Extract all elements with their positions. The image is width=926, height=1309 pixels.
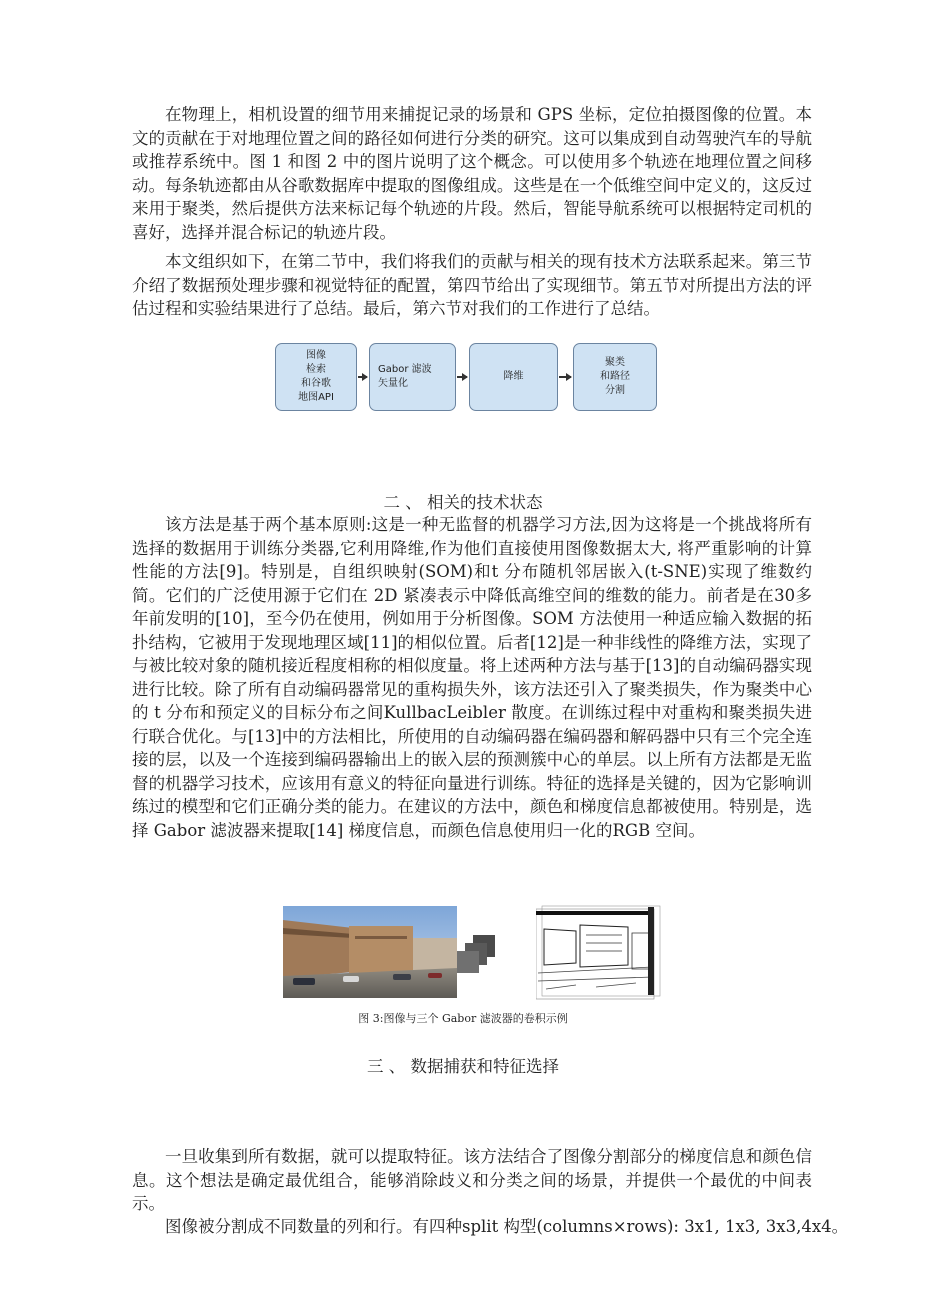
intro-paragraph-2: 本文组织如下，在第二节中，我们将我们的贡献与相关的现有技术方法联系起来。第三节介绍了数据预处理步骤和视觉特征的配置，第四节给出了实现细节。第五节对所提出方法的评估过程和实验结果进行了总结。最后，第六节对我们的工作进行了总结。: [132, 252, 812, 318]
gabor-filter-kernels: [456, 935, 500, 975]
section-3-paragraph-2: 图像被分割成不同数量的列和行。有四种split 构型(columns×rows): 3x1, 1x3, 3x3,4x4。: [165, 1217, 849, 1236]
flow-arrow-1: [358, 376, 367, 378]
street-photo: [283, 906, 457, 998]
filtered-edge-image: [536, 903, 662, 1001]
flow-box-clustering: 聚类 和路径 分割: [573, 343, 657, 411]
flow-box-image-retrieval: 图像 检索 和谷歌 地图API: [275, 343, 357, 411]
section-3-paragraph-1: 一旦收集到所有数据，就可以提取特征。该方法结合了图像分割部分的梯度信息和颜色信息。这个想法是确定最优组合，能够消除歧义和分类之间的场景，并提供一个最优的中间表示。: [132, 1147, 812, 1213]
section-3-heading: 三 、 数据捕获和特征选择: [367, 1057, 559, 1076]
figure-3-caption: 图 3:图像与三个 Gabor 滤波器的卷积示例: [358, 1012, 568, 1025]
flow-box-dim-reduction: 降维: [469, 343, 558, 411]
flow-box-gabor: Gabor 滤波 矢量化: [369, 343, 456, 411]
intro-paragraph-1: 在物理上，相机设置的细节用来捕捉记录的场景和 GPS 坐标，定位拍摄图像的位置。本文的贡献在于对地理位置之间的路径如何进行分类的研究。这可以集成到自动驾驶汽车的导航或推荐系统中。图 1 和图 2 中的图片说明了这个概念。可以使用多个轨迹在地理位置之间移动。每条轨迹都由从谷歌数据库中提取的图像组成。这些是在一个低维空间中定义的，这反过来用于聚类，然后提供方法来标记每个轨迹的片段。然后，智能导航系统可以根据特定司机的喜好，选择并混合标记的轨迹片段。: [132, 105, 812, 242]
flow-arrow-2: [457, 376, 467, 378]
section-2-heading: 二 、 相关的技术状态: [383, 493, 543, 512]
flow-arrow-3: [559, 376, 571, 378]
section-2-paragraph: 该方法是基于两个基本原则:这是一种无监督的机器学习方法,因为这将是一个挑战将所有选择的数据用于训练分类器,它利用降维,作为他们直接使用图像数据太大, 将严重影响的计算性能的方法[9]。特别是，自组织映射(SOM)和t 分布随机邻居嵌入(t-SNE)实现了维数约简。它们的广泛使用源于它们在 2D 紧凑表示中降低高维空间的维数的能力。前者是在30多年前发明的[10]，至今仍在使用，例如用于分析图像。SOM 方法使用一种适应输入数据的拓扑结构，它被用于发现地理区域[11]的相似位置。后者[12]是一种非线性的降维方法，实现了与被比较对象的随机接近程度相称的相似度量。将上述两种方法与基于[13]的自动编码器实现进行比较。除了所有自动编码器常见的重构损失外，该方法还引入了聚类损失，作为聚类中心的 t 分布和预定义的目标分布之间KullbacLeibler 散度。在训练过程中对重构和聚类损失进行联合优化。与[13]中的方法相比，所使用的自动编码器在编码器和解码器中只有三个完全连接的层，以及一个连接到编码器输出上的嵌入层的预测簇中心的单层。以上所有方法都是无监督的机器学习技术，应该用有意义的特征向量进行训练。特征的选择是关键的，因为它影响训练过的模型和它们正确分类的能力。在建议的方法中，颜色和梯度信息都被使用。特别是，选择 Gabor 滤波器来提取[14] 梯度信息，而颜色信息使用归一化的RGB 空间。: [132, 515, 812, 840]
